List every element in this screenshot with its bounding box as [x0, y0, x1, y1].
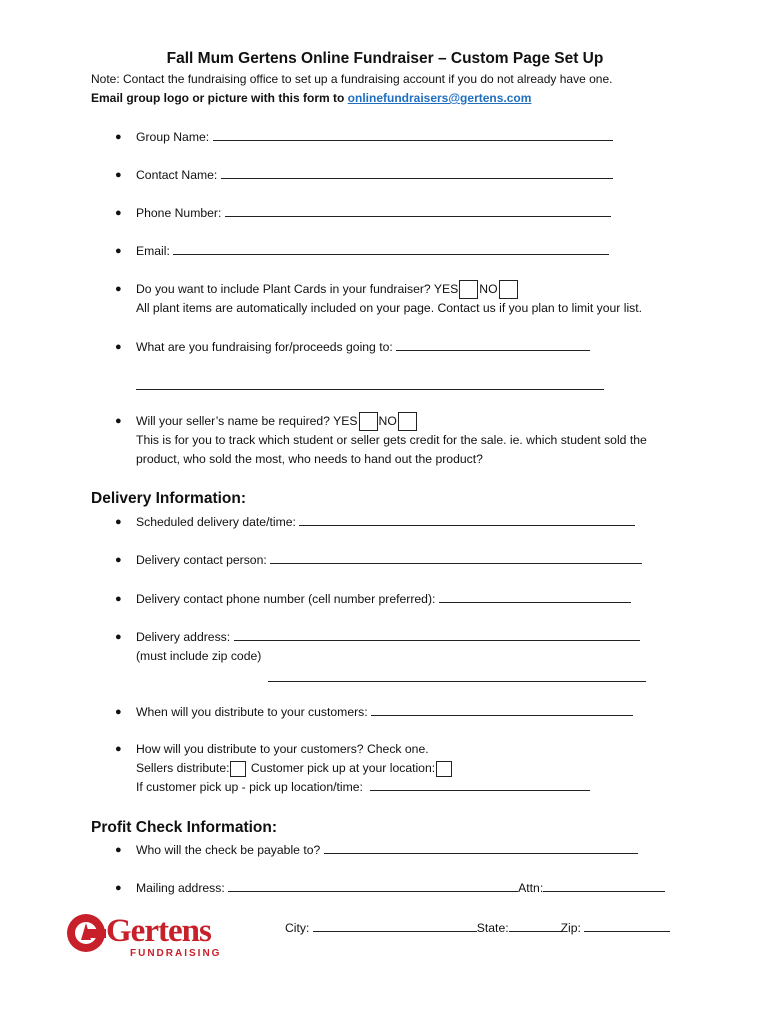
state-label: State: — [476, 921, 509, 935]
payable-to-field — [115, 841, 638, 860]
mailing-address-field — [115, 879, 665, 898]
delivery-contact-field — [115, 551, 642, 570]
email-label: Email: — [136, 244, 170, 258]
bullet: ● — [115, 882, 122, 894]
delivery-date-field — [115, 513, 635, 532]
email-link[interactable]: onlinefundraisers@gertens.com — [347, 91, 532, 105]
delivery-address-note: (must include zip code) — [136, 649, 262, 663]
email-instruction-text: Email group logo or picture with this form to — [91, 91, 348, 105]
bullet: ● — [115, 341, 122, 353]
contact-name-label: Contact Name: — [136, 168, 218, 182]
pickup-location-label: If customer pick up - pick up location/time: — [136, 780, 363, 794]
payable-to-input[interactable] — [324, 841, 638, 854]
pickup-location-field — [136, 778, 590, 797]
gertens-fundraising-logo — [66, 907, 251, 959]
delivery-date-input[interactable] — [299, 513, 635, 526]
fundraising-for-input-line2[interactable] — [136, 389, 604, 390]
seller-name-no-checkbox[interactable] — [398, 412, 417, 431]
seller-name-yes-checkbox[interactable] — [359, 412, 378, 431]
customer-pickup-label: Customer pick up at your location: — [250, 761, 436, 775]
bullet: ● — [115, 283, 122, 295]
mailing-address-label: Mailing address: — [136, 881, 225, 895]
bullet: ● — [115, 169, 122, 181]
bullet: ● — [115, 516, 122, 528]
logo-sub-text: FUNDRAISING — [130, 948, 222, 959]
distribute-when-label: When will you distribute to your customers: — [136, 705, 368, 719]
plant-cards-label: Do you want to include Plant Cards in your fundraiser? — [136, 282, 431, 296]
delivery-address-field — [115, 628, 640, 647]
delivery-phone-label: Delivery contact phone number (cell number preferred): — [136, 592, 436, 606]
seller-name-yes-label: YES — [333, 414, 358, 428]
group-name-input[interactable] — [213, 128, 613, 141]
attn-input[interactable] — [543, 879, 665, 892]
plant-cards-yes-label: YES — [433, 282, 459, 296]
group-name-label: Group Name: — [136, 130, 210, 144]
delivery-address-input[interactable] — [234, 628, 640, 641]
bullet: ● — [115, 631, 122, 643]
profit-heading: Profit Check Information: — [91, 819, 278, 836]
plant-cards-yes-checkbox[interactable] — [459, 280, 478, 299]
pickup-location-input[interactable] — [370, 778, 590, 791]
group-name-field — [115, 128, 613, 147]
state-input[interactable] — [509, 919, 561, 932]
city-state-zip-field — [285, 919, 670, 938]
email-field — [115, 242, 609, 261]
plant-cards-question — [115, 280, 519, 299]
seller-name-question — [115, 412, 418, 431]
zip-label: Zip: — [560, 921, 581, 935]
seller-note-line1: This is for you to track which student or seller gets credit for the sale. ie. which student sold the — [136, 433, 647, 447]
phone-number-input[interactable] — [225, 204, 611, 217]
seller-note-line2: product, who sold the most, who needs to hand out the product? — [136, 452, 483, 466]
delivery-phone-field — [115, 590, 631, 609]
phone-number-label: Phone Number: — [136, 206, 222, 220]
distribute-when-input[interactable] — [371, 703, 633, 716]
plant-cards-no-label: NO — [479, 282, 498, 296]
delivery-heading: Delivery Information: — [91, 490, 247, 507]
delivery-contact-input[interactable] — [270, 551, 642, 564]
plant-cards-note: All plant items are automatically included on your page. Contact us if you plan to limit your list. — [136, 301, 643, 315]
distribute-options — [136, 759, 453, 778]
bullet: ● — [115, 207, 122, 219]
bullet: ● — [115, 131, 122, 143]
delivery-address-input-line2[interactable] — [268, 681, 646, 682]
fundraising-for-label: What are you fundraising for/proceeds going to: — [136, 340, 393, 354]
delivery-date-label: Scheduled delivery date/time: — [136, 515, 296, 529]
distribute-how-field — [115, 740, 429, 759]
sellers-distribute-checkbox[interactable] — [230, 761, 246, 777]
contact-name-input[interactable] — [221, 166, 613, 179]
email-input[interactable] — [173, 242, 609, 255]
city-input[interactable] — [313, 919, 477, 932]
attn-label: Attn: — [518, 881, 544, 895]
page-title: Fall Mum Gertens Online Fundraiser – Custom Page Set Up — [166, 50, 604, 67]
customer-pickup-checkbox[interactable] — [436, 761, 452, 777]
phone-number-field — [115, 204, 611, 223]
bullet: ● — [115, 844, 122, 856]
distribute-how-label: How will you distribute to your customers? Check one. — [136, 742, 429, 756]
bullet: ● — [115, 593, 122, 605]
bullet: ● — [115, 706, 122, 718]
delivery-contact-label: Delivery contact person: — [136, 553, 267, 567]
fundraising-for-input[interactable] — [396, 338, 590, 351]
email-instruction — [91, 91, 531, 105]
city-label: City: — [285, 921, 310, 935]
fundraising-for-field — [115, 338, 590, 357]
payable-to-label: Who will the check be payable to? — [136, 843, 321, 857]
contact-name-field — [115, 166, 613, 185]
bullet: ● — [115, 415, 122, 427]
seller-name-no-label: NO — [378, 414, 397, 428]
seller-name-label: Will your seller’s name be required? — [136, 414, 330, 428]
note-text: Note: Contact the fundraising office to set up a fundraising account if you do not already have one. — [91, 72, 613, 86]
distribute-when-field — [115, 703, 633, 722]
plant-cards-no-checkbox[interactable] — [499, 280, 518, 299]
mailing-address-input[interactable] — [228, 879, 518, 892]
sellers-distribute-label: Sellers distribute: — [136, 761, 230, 775]
delivery-address-label: Delivery address: — [136, 630, 231, 644]
bullet: ● — [115, 743, 122, 755]
logo-brand-text: Gertens — [106, 913, 211, 949]
zip-input[interactable] — [584, 919, 670, 932]
bullet: ● — [115, 554, 122, 566]
bullet: ● — [115, 245, 122, 257]
delivery-phone-input[interactable] — [439, 590, 631, 603]
